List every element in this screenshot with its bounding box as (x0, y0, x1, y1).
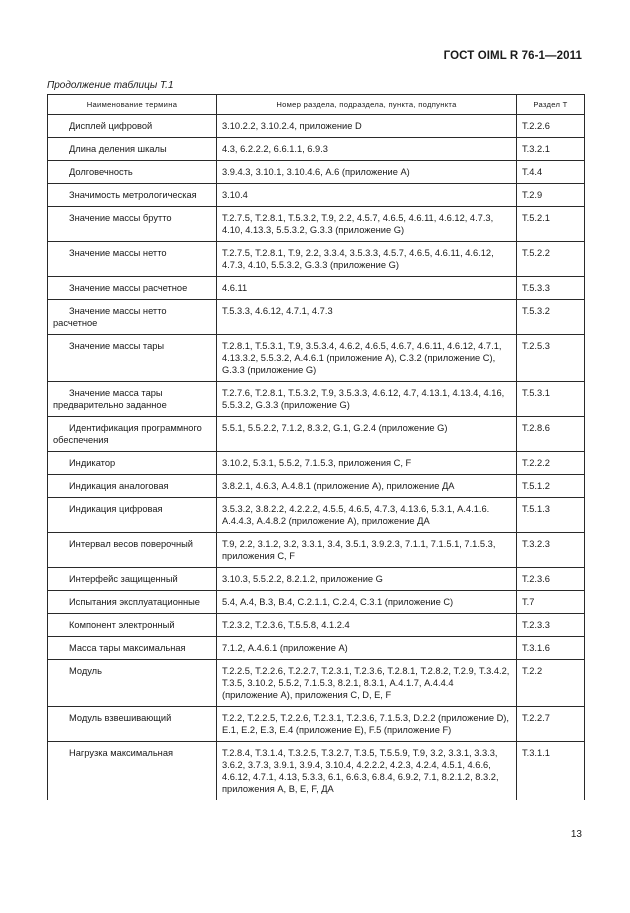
term-cell: Модуль (48, 660, 217, 707)
term-cell: Значимость метрологическая (48, 184, 217, 207)
term-cell: Интерфейс защищенный (48, 568, 217, 591)
column-header-refs: Номер раздела, подраздела, пункта, подпункта (217, 95, 517, 115)
refs-cell: 7.1.2, А.4.6.1 (приложение А) (217, 637, 517, 660)
table-row (48, 382, 585, 417)
refs-cell: Т.2.2, Т.2.2.5, Т.2.2.6, Т.2.3.1, Т.2.3.6, 7.1.5.3, D.2.2 (приложение D), Е.1, Е.2, Е.3, Е.4 (приложение Е), F.5 (приложение F) (217, 707, 517, 742)
table-row (48, 161, 585, 184)
term-cell: Значение массы нетто (48, 242, 217, 277)
term-cell: Долговечность (48, 161, 217, 184)
section-cell: Т.3.1.6 (517, 637, 585, 660)
refs-cell: Т.2.7.5, Т.2.8.1, Т.9, 2.2, 3.3.4, 3.5.3.3, 4.5.7, 4.6.5, 4.6.11, 4.6.12, 4.7.3, 4.10, 5.5.3.2, G.3.3 (приложение G) (217, 242, 517, 277)
table-row (48, 660, 585, 707)
section-cell: Т.2.5.3 (517, 335, 585, 382)
refs-cell: 3.10.3, 5.5.2.2, 8.2.1.2, приложение G (217, 568, 517, 591)
table-row (48, 115, 585, 138)
section-cell: Т.5.3.3 (517, 277, 585, 300)
refs-cell: 3.10.4 (217, 184, 517, 207)
section-cell: Т.2.2.6 (517, 115, 585, 138)
refs-cell: 5.4, А.4, В.3, В.4, С.2.1.1, С.2.4, С.3.1 (приложение С) (217, 591, 517, 614)
table-row (48, 138, 585, 161)
refs-cell: 3.10.2, 5.3.1, 5.5.2, 7.1.5.3, приложения С, F (217, 452, 517, 475)
section-cell: Т.3.2.1 (517, 138, 585, 161)
term-cell: Идентификация программного обеспечения (48, 417, 217, 452)
term-cell: Компонент электронный (48, 614, 217, 637)
table-row (48, 742, 585, 801)
table-row (48, 277, 585, 300)
column-header-term: Наименование термина (48, 95, 217, 115)
section-cell: Т.4.4 (517, 161, 585, 184)
section-cell: Т.5.3.1 (517, 382, 585, 417)
refs-cell: Т.2.8.4, Т.3.1.4, Т.3.2.5, Т.3.2.7, Т.3.5, Т.5.5.9, Т.9, 3.2, 3.3.1, 3.3.3, 3.6.2, 3.7.3, 3.9.1, 3.9.4, 3.10.4, 4.2.2.2, 4.2.3, 4.2.4, 4.5.1, 4.6.6, 4.6.12, 4.7.1, 4.13, 5.3.3, 6.1, 6.6.3, 6.8.4, 6.9.2, 7.1, 8.2.1.2, 8.3.2, приложения А, В, Е, F, ДА (217, 742, 517, 801)
refs-cell: 3.8.2.1, 4.6.3, А.4.8.1 (приложение А), приложение ДА (217, 475, 517, 498)
table-row (48, 335, 585, 382)
section-cell: Т.2.2 (517, 660, 585, 707)
term-cell: Интервал весов поверочный (48, 533, 217, 568)
section-cell: Т.2.3.6 (517, 568, 585, 591)
section-cell: Т.2.3.3 (517, 614, 585, 637)
standard-designation: ГОСТ OIML R 76-1—2011 (443, 50, 582, 62)
section-cell: Т.3.2.3 (517, 533, 585, 568)
refs-cell: 3.5.3.2, 3.8.2.2, 4.2.2.2, 4.5.5, 4.6.5, 4.7.3, 4.13.6, 5.3.1, А.4.1.6. А.4.4.3, А.4.8.2 (приложение А), приложение ДА (217, 498, 517, 533)
table-row (48, 300, 585, 335)
section-cell: Т.2.2.2 (517, 452, 585, 475)
section-cell: Т.2.9 (517, 184, 585, 207)
refs-cell: Т.2.7.6, Т.2.8.1, Т.5.3.2, Т.9, 3.5.3.3, 4.6.12, 4.7, 4.13.1, 4.13.4, 4.16, 5.5.3.2, G.3.3 (приложение G) (217, 382, 517, 417)
term-cell: Нагрузка максимальная (48, 742, 217, 801)
table-caption: Продолжение таблицы Т.1 (47, 80, 174, 91)
refs-cell: 3.9.4.3, 3.10.1, 3.10.4.6, А.6 (приложение А) (217, 161, 517, 184)
page-number: 13 (570, 829, 582, 840)
term-cell: Дисплей цифровой (48, 115, 217, 138)
table-row (48, 184, 585, 207)
table-row (48, 417, 585, 452)
refs-cell: 4.6.11 (217, 277, 517, 300)
table-row (48, 475, 585, 498)
term-cell: Значение масса тары предварительно заданное (48, 382, 217, 417)
section-cell: Т.5.2.1 (517, 207, 585, 242)
term-cell: Модуль взвешивающий (48, 707, 217, 742)
term-cell: Длина деления шкалы (48, 138, 217, 161)
table-header-row (48, 95, 585, 115)
term-cell: Значение массы тары (48, 335, 217, 382)
refs-cell: Т.2.3.2, Т.2.3.6, Т.5.5.8, 4.1.2.4 (217, 614, 517, 637)
refs-cell: 4.3, 6.2.2.2, 6.6.1.1, 6.9.3 (217, 138, 517, 161)
table-row (48, 498, 585, 533)
section-cell: Т.5.3.2 (517, 300, 585, 335)
table-row (48, 568, 585, 591)
section-cell: Т.3.1.1 (517, 742, 585, 801)
term-cell: Значение массы брутто (48, 207, 217, 242)
column-header-section: Раздел Т (517, 95, 585, 115)
table-row (48, 614, 585, 637)
section-cell: Т.5.1.3 (517, 498, 585, 533)
terms-table (47, 94, 585, 800)
term-cell: Испытания эксплуатационные (48, 591, 217, 614)
term-cell: Значение массы нетто расчетное (48, 300, 217, 335)
table-row (48, 707, 585, 742)
section-cell: Т.5.2.2 (517, 242, 585, 277)
term-cell: Индикация аналоговая (48, 475, 217, 498)
table-row (48, 242, 585, 277)
refs-cell: Т.2.8.1, Т.5.3.1, Т.9, 3.5.3.4, 4.6.2, 4.6.5, 4.6.7, 4.6.11, 4.6.12, 4.7.1, 4.13.3.2, 5.5.3.2, А.4.6.1 (приложение А), С.3.2 (приложение С), G.3.3 (приложение G) (217, 335, 517, 382)
section-cell: Т.2.8.6 (517, 417, 585, 452)
refs-cell: 5.5.1, 5.5.2.2, 7.1.2, 8.3.2, G.1, G.2.4 (приложение G) (217, 417, 517, 452)
refs-cell: Т.5.3.3, 4.6.12, 4.7.1, 4.7.3 (217, 300, 517, 335)
refs-cell: Т.2.2.5, Т.2.2.6, Т.2.2.7, Т.2.3.1, Т.2.3.6, Т.2.8.1, Т.2.8.2, Т.2.9, Т.3.4.2, Т.3.5, 3.10.2, 5.5.2, 7.1.5.3, 8.2.1, 8.3.1, А.4.1.7, А.4.4.4 (приложение А), приложения С, D, E, F (217, 660, 517, 707)
table-row (48, 207, 585, 242)
refs-cell: 3.10.2.2, 3.10.2.4, приложение D (217, 115, 517, 138)
table-row (48, 533, 585, 568)
section-cell: Т.7 (517, 591, 585, 614)
section-cell: Т.5.1.2 (517, 475, 585, 498)
table-row (48, 452, 585, 475)
refs-cell: Т.9, 2.2, 3.1.2, 3.2, 3.3.1, 3.4, 3.5.1, 3.9.2.3, 7.1.1, 7.1.5.1, 7.1.5.3, приложения С, F (217, 533, 517, 568)
refs-cell: Т.2.7.5, Т.2.8.1, Т.5.3.2, Т.9, 2.2, 4.5.7, 4.6.5, 4.6.11, 4.6.12, 4.7.3, 4.10, 4.13.3, 5.5.3.2, G.3.3 (приложение G) (217, 207, 517, 242)
term-cell: Масса тары максимальная (48, 637, 217, 660)
term-cell: Значение массы расчетное (48, 277, 217, 300)
term-cell: Индикатор (48, 452, 217, 475)
section-cell: Т.2.2.7 (517, 707, 585, 742)
term-cell: Индикация цифровая (48, 498, 217, 533)
table-row (48, 591, 585, 614)
table-row (48, 637, 585, 660)
